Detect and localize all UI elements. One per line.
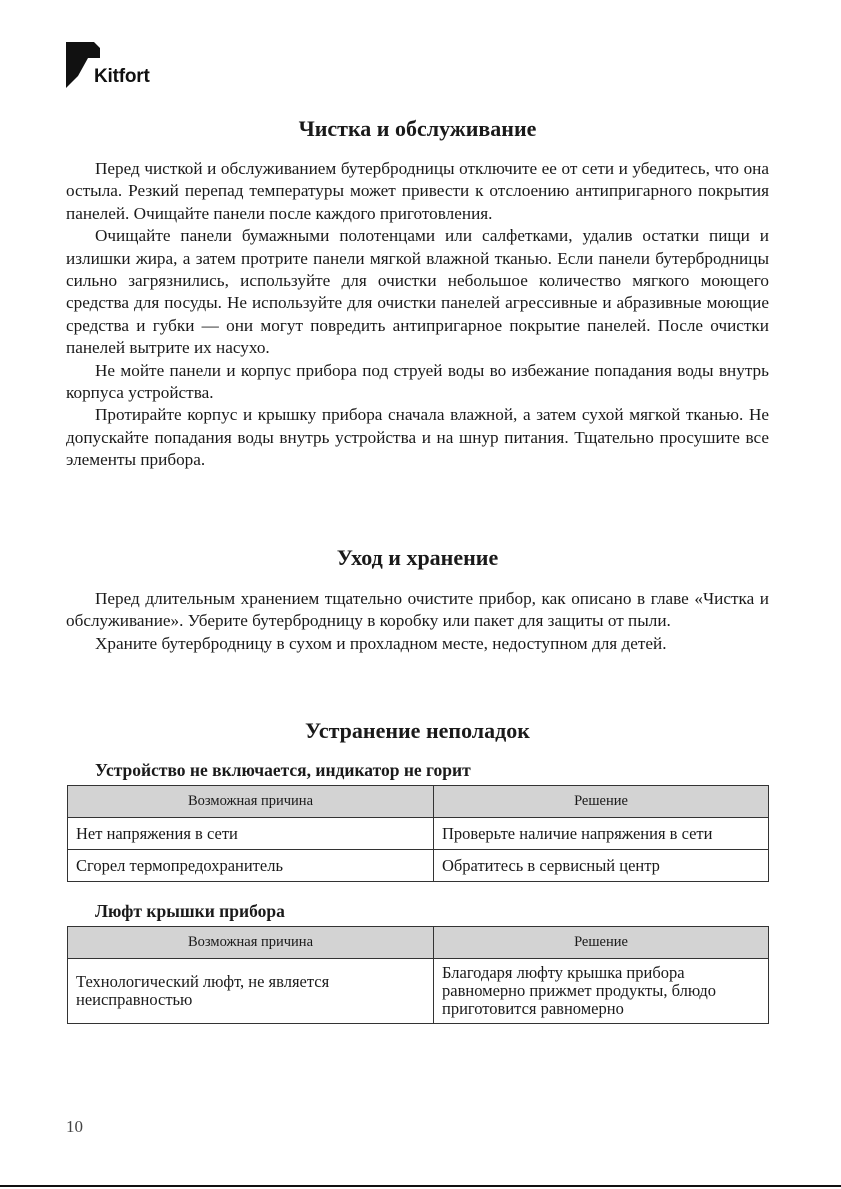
cause-cell: Технологический люфт, не является неисправностью [68,959,434,1024]
page-number: 10 [66,1117,83,1136]
table-row [68,959,769,1024]
solution-cell: Проверьте наличие напряжения в сети [434,818,769,850]
paragraph: Перед длительным хранением тщательно очистите прибор, как описано в главе «Чистка и обслуживание». Уберите бутербродницу в коробку или пакет для защиты от пыли. [66,589,769,631]
section-title-cleaning: Чистка и обслуживание [298,116,537,141]
brand-name: Kitfort [94,66,150,87]
solution-cell: Обратитесь в сервисный центр [434,850,769,882]
cause-cell: Сгорел термопредохранитель [68,850,434,882]
table-row [68,850,769,882]
column-header-solution: Решение [434,786,769,818]
troubleshooting-table-1 [67,785,769,882]
table-row [68,818,769,850]
column-header-solution: Решение [434,927,769,959]
paragraph: Храните бутербродницу в сухом и прохладном месте, недоступном для детей. [95,633,667,653]
cause-cell: Нет напряжения в сети [68,818,434,850]
column-header-cause: Возможная причина [68,927,434,959]
paragraph: Не мойте панели и корпус прибора под струей воды во избежание попадания воды внутрь корпуса устройства. [66,360,769,403]
paragraph: Перед чисткой и обслуживанием бутербродницы отключите ее от сети и убедитесь, что она остыла. Резкий перепад температуры может привести к отслоению антипригарного покрытия панелей. Очищайте панели после каждого приготовления. [66,159,769,223]
paragraph: Протирайте корпус и крышку прибора сначала влажной, а затем сухой мягкой тканью. Не допускайте попадания воды внутрь устройства и на шнур питания. Тщательно просушите все элементы прибора. [66,405,769,470]
table-header-row [68,786,769,818]
column-header-cause: Возможная причина [68,786,434,818]
section-title-troubleshooting: Устранение неполадок [305,718,530,743]
troubleshooting-table-2 [67,926,769,1024]
storage-text [66,588,769,655]
table-1-subtitle: Устройство не включается, индикатор не горит [95,760,471,780]
cleaning-text [66,158,769,472]
kitfort-logo [66,42,176,90]
paragraph: Очищайте панели бумажными полотенцами или салфетками, удалив остатки пищи и излишки жира, а затем протрите панели мягкой влажной тканью. Если панели бутербродницы сильно загрязнились, используйте для очистки небольшое количество мягкого моющего средства для посуды. Не используйте для очистки панелей агрессивные и абразивные моющие средства и губки — они могут повредить антипригарное покрытие панелей. После очистки панелей вытрите их насухо. [66,226,769,358]
section-title-storage: Уход и хранение [336,545,499,570]
table-2-subtitle: Люфт крышки прибора [95,901,285,921]
solution-cell: Благодаря люфту крышка прибора равномерно прижмет продукты, блюдо приготовится равномерно [434,959,769,1024]
table-header-row [68,927,769,959]
bottom-divider [0,1185,841,1187]
